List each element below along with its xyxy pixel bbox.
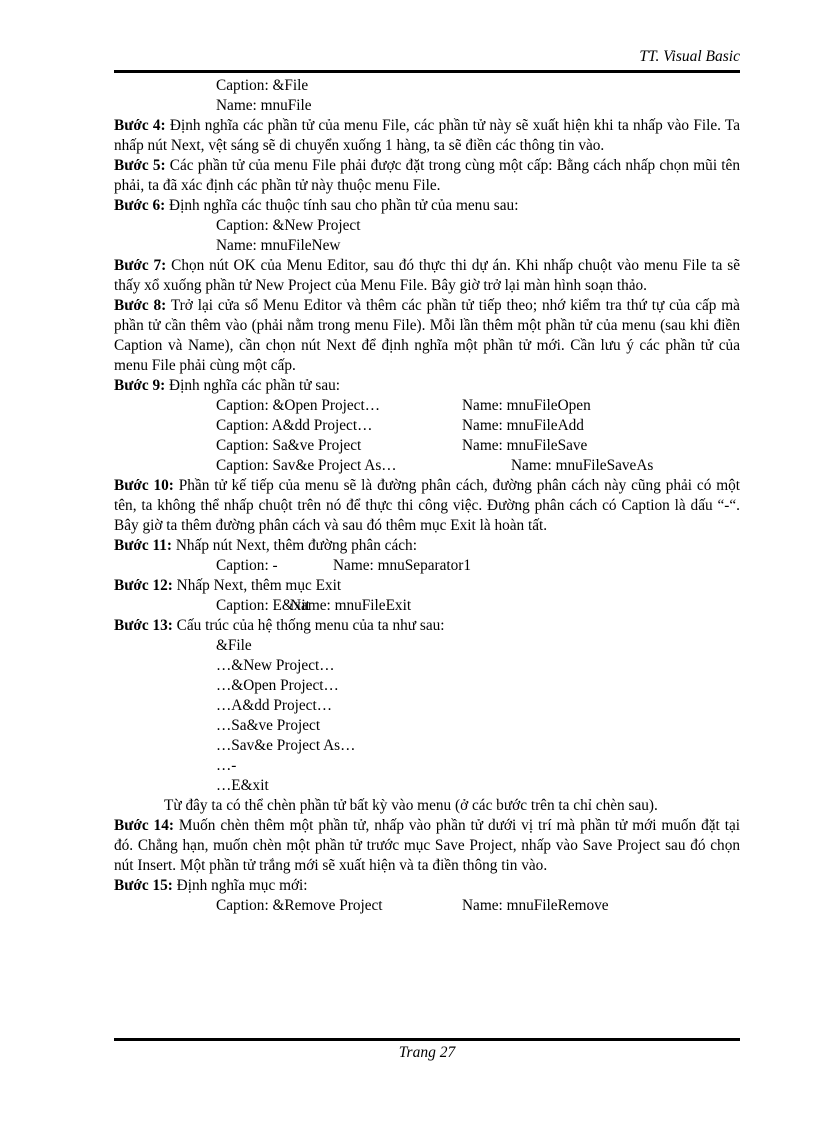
property-row — [114, 896, 740, 916]
caption-line: Caption: &New Project — [216, 217, 361, 234]
note-paragraph: Từ đây ta có thể chèn phần tử bất kỳ vào menu (ở các bước trên ta chỉ chèn sau). — [164, 797, 658, 814]
page-body — [114, 76, 740, 916]
menu-tree-item: …&New Project… — [216, 657, 335, 674]
menu-tree-item: …&Open Project… — [216, 677, 339, 694]
step-11 — [114, 536, 740, 556]
step-text: Nhấp Next, thêm mục Exit — [172, 577, 342, 594]
header-title: TT. Visual Basic — [639, 48, 740, 65]
step-8 — [114, 296, 740, 376]
footer-rule — [114, 1038, 740, 1041]
step-label: Bước 7: — [114, 257, 167, 274]
page-number: Trang 27 — [398, 1044, 456, 1061]
menu-tree-item: …A&dd Project… — [216, 697, 332, 714]
step-13 — [114, 616, 740, 636]
step-14 — [114, 816, 740, 876]
menu-tree-item: …E&xit — [216, 777, 269, 794]
caption-line: Caption: &File — [216, 77, 309, 94]
name-cell: Name: mnuFileExit — [290, 597, 412, 614]
step-label: Bước 6: — [114, 197, 166, 214]
step-label: Bước 10: — [114, 477, 174, 494]
step-label: Bước 12: — [114, 577, 173, 594]
property-row — [114, 556, 740, 576]
step-text: Cấu trúc của hệ thống menu của ta như sau: — [172, 617, 445, 634]
step-label: Bước 13: — [114, 617, 173, 634]
step-7 — [114, 256, 740, 296]
step-text: Nhấp nút Next, thêm đường phân cách: — [172, 537, 417, 554]
step-label: Bước 14: — [114, 817, 174, 834]
step-label: Bước 8: — [114, 297, 167, 314]
menu-tree — [114, 636, 740, 796]
step-label: Bước 11: — [114, 537, 173, 554]
step-label: Bước 15: — [114, 877, 173, 894]
caption-cell: Caption: Sav&e Project As… — [216, 457, 397, 474]
step-text: Trở lại cửa sổ Menu Editor và thêm các phần tử tiếp theo; nhớ kiểm tra thứ tự của cấp mà phần tử cần thêm vào (phải nằm trong menu File). Mỗi lần thêm một phần tử của menu (sau khi điền Caption và Name), cần chọn nút Next để định nghĩa một phần tử mới. Cần lưu ý các phần tử của menu File phải cùng một cấp. — [114, 297, 740, 374]
property-row — [114, 416, 740, 436]
caption-cell: Caption: &Remove Project — [216, 897, 383, 914]
step-label: Bước 5: — [114, 157, 166, 174]
property-row — [114, 436, 740, 456]
step-text: Phần tử kế tiếp của menu sẽ là đường phân cách, đường phân cách này cũng phải có một tên, ta không thể nhấp chuột trên nó để thực thi công việc. Đường phân cách có Caption là dấu “-“. Bây giờ ta thêm đường phân cách và sau đó thêm mục Exit là hoàn tất. — [114, 477, 740, 534]
step-label: Bước 4: — [114, 117, 166, 134]
menu-tree-item: …- — [216, 757, 237, 774]
step-9 — [114, 376, 740, 396]
step-15 — [114, 876, 740, 896]
header-rule — [114, 70, 740, 73]
name-cell: Name: mnuFileRemove — [462, 897, 609, 914]
step-text: Chọn nút OK của Menu Editor, sau đó thực thi dự án. Khi nhấp chuột vào menu File ta sẽ thấy xổ xuống phần tử New Project của Menu File. Bây giờ trở lại màn hình soạn thảo. — [114, 257, 740, 294]
caption-cell: Caption: &Open Project… — [216, 397, 380, 414]
step-text: Muốn chèn thêm một phần tử, nhấp vào phần tử dưới vị trí mà phần tử mới muốn đặt tại đó. Chẳng hạn, muốn chèn một phần tử trước mục Save Project, nhấp vào Save Project sau đó chọn nút Insert. Một phần tử trắng mới sẽ xuất hiện và ta điền thông tin vào. — [114, 817, 741, 874]
caption-cell: Caption: A&dd Project… — [216, 417, 373, 434]
menu-tree-item: &File — [216, 637, 252, 654]
menu-tree-item: …Sa&ve Project — [216, 717, 321, 734]
caption-cell: Caption: - — [216, 557, 278, 574]
name-cell: Name: mnuFileSaveAs — [511, 457, 654, 474]
caption-cell: Caption: E&xit — [216, 597, 310, 614]
step-label: Bước 9: — [114, 377, 166, 394]
name-line: Name: mnuFileNew — [216, 237, 341, 254]
step-text: Các phần tử của menu File phải được đặt trong cùng một cấp: Bằng cách nhấp chọn mũi tên phải, ta đã xác định các phần tử này thuộc menu File. — [114, 157, 740, 194]
menu-tree-item: …Sav&e Project As… — [216, 737, 356, 754]
property-row — [114, 396, 740, 416]
property-row — [114, 456, 740, 476]
step-text: Định nghĩa các phần tử sau: — [165, 377, 341, 394]
name-cell: Name: mnuSeparator1 — [333, 557, 472, 574]
caption-cell: Caption: Sa&ve Project — [216, 437, 362, 454]
step-12 — [114, 576, 740, 596]
step-4 — [114, 116, 740, 156]
name-cell: Name: mnuFileOpen — [462, 397, 591, 414]
name-cell: Name: mnuFileAdd — [462, 417, 584, 434]
step-10 — [114, 476, 740, 536]
step-6 — [114, 196, 740, 216]
name-cell: Name: mnuFileSave — [462, 437, 588, 454]
step-5 — [114, 156, 740, 196]
step-text: Định nghĩa mục mới: — [172, 877, 308, 894]
step-text: Định nghĩa các phần tử của menu File, các phần tử này sẽ xuất hiện khi ta nhấp vào File. Ta nhấp nút Next, vệt sáng sẽ di chuyển xuống 1 hàng, ta sẽ điền các thông tin vào. — [114, 117, 740, 154]
property-row — [114, 596, 740, 616]
step-text: Định nghĩa các thuộc tính sau cho phần tử của menu sau: — [165, 197, 519, 214]
name-line: Name: mnuFile — [216, 97, 312, 114]
